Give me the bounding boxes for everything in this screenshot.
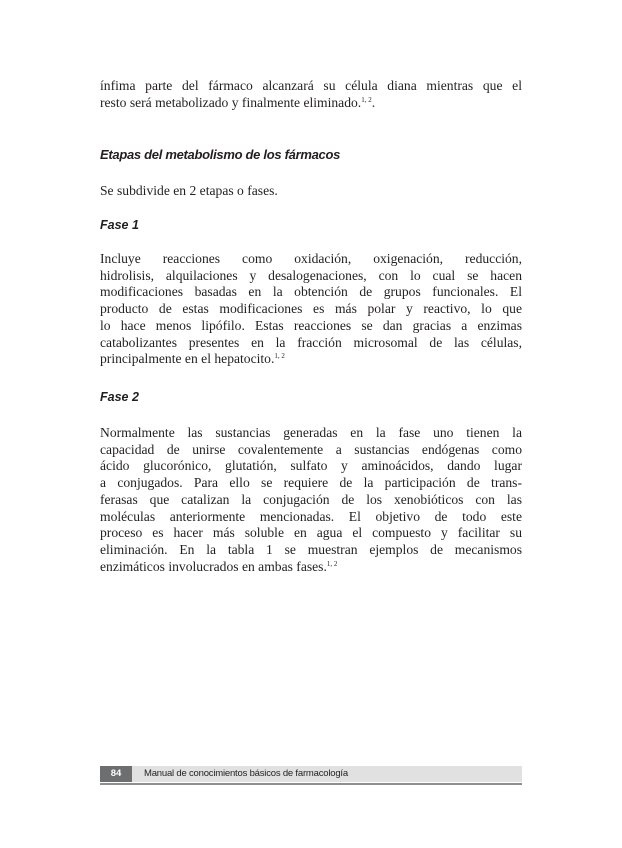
text-line: moléculas anteriormente mencionadas. El objetivo de todo este [100, 508, 522, 524]
text-line: proceso es hacer más soluble en agua el compuesto y facilitar su [100, 525, 522, 541]
footer-divider [100, 783, 522, 785]
text-line: Incluye reacciones como oxidación, oxigenación, reducción, [100, 251, 522, 266]
text-line [100, 95, 522, 112]
fase1-paragraph [100, 251, 522, 368]
text-line-content: enzimáticos involucrados en ambas fases. [100, 558, 327, 574]
sentence-period: . [371, 94, 376, 110]
text-line: producto de estas modificaciones es más polar y reactivo, lo que [100, 301, 522, 317]
reference-superscript: 1, 2 [274, 352, 285, 361]
fase2-paragraph [100, 425, 522, 575]
text-line-content: principalmente en el hepatocito. [100, 351, 275, 367]
text-line: capacidad de unirse covalentemente a sustancias endógenas como [100, 441, 522, 457]
text-line: lo hace menos lipófilo. Estas reacciones se dan gracias a enzimas [100, 317, 522, 333]
page-number: 84 [100, 766, 132, 782]
text-line: a conjugados. Para ello se requiere de la participación de trans- [100, 475, 522, 491]
section-heading: Etapas del metabolismo de los fármacos [100, 147, 341, 162]
text-line [100, 351, 522, 368]
text-line: ferasas que catalizan la conjugación de los xenobióticos con las [100, 491, 522, 507]
section-lead [100, 183, 522, 200]
text-line: catabolizantes presentes en la fracción microsomal de las células, [100, 334, 522, 350]
text-line: hidrolisis, alquilaciones y desalogenaciones, con lo cual se hacen [100, 267, 522, 283]
text-line: ácido glucorónico, glutatión, sulfato y aminoácidos, dando lugar [100, 458, 522, 474]
text-line: eliminación. En la tabla 1 se muestran ejemplos de mecanismos [100, 541, 522, 557]
text-line: Se subdivide en 2 etapas o fases. [100, 183, 278, 198]
fase2-heading: Fase 2 [100, 390, 139, 404]
reference-superscript: 1, 2 [361, 95, 372, 104]
running-title: Manual de conocimientos básicos de farmacología [144, 768, 348, 779]
fase1-heading: Fase 1 [100, 218, 139, 232]
reference-superscript: 1, 2 [326, 559, 338, 568]
page-footer [100, 766, 522, 782]
text-line: modificaciones basadas en la obtención de grupos funcionales. El [100, 284, 522, 300]
text-line: Normalmente las sustancias generadas en la fase uno tienen la [100, 425, 522, 440]
text-line [100, 559, 522, 576]
intro-paragraph [100, 78, 522, 111]
text-line-content: resto será metabolizado y finalmente eliminado. [100, 94, 362, 110]
text-line: ínfima parte del fármaco alcanzará su célula diana mientras que el [100, 78, 522, 93]
